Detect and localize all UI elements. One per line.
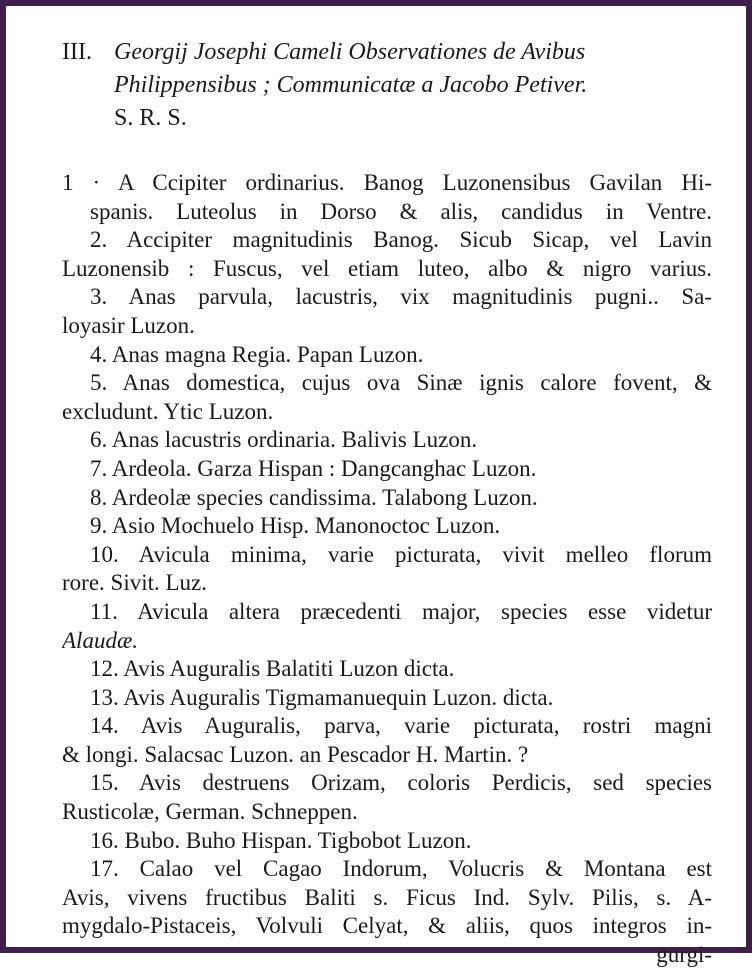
heading-line-3: S. R. S.	[114, 105, 187, 131]
text-line: 11. Avicula altera præcedenti major, species esse videtur	[90, 598, 712, 624]
article-heading	[62, 36, 712, 135]
text-line: 15. Avis destruens Orizam, coloris Perdicis, sed species	[90, 770, 712, 796]
text-line: 6. Anas lacustris ordinaria. Balivis Luzon.	[90, 427, 478, 453]
text-line: 16. Bubo. Buho Hispan. Tigbobot Luzon.	[90, 827, 472, 853]
text-line: 17. Calao vel Cagao Indorum, Volucris & Montana est	[90, 856, 712, 882]
text-line: 5. Anas domestica, cujus ova Sinæ ignis calore fovent, &	[90, 370, 712, 396]
heading-line-1: Georgij Josephi Cameli Observationes de Avibus	[114, 39, 586, 65]
text-line: 10. Avicula minima, varie picturata, vivit melleo florum	[90, 541, 712, 567]
text-line: 4. Anas magna Regia. Papan Luzon.	[90, 341, 424, 367]
article-number: III.	[62, 39, 92, 65]
catchword: gurgi-	[656, 942, 712, 968]
text-line: Alaudæ.	[62, 627, 139, 653]
text-line: 1 · A Ccipiter ordinarius. Banog Luzonensibus Gavilan Hi-	[62, 170, 712, 195]
text-line: Luzonensib : Fuscus, vel etiam luteo, albo & nigro varius.	[62, 255, 712, 281]
text-line: & longi. Salacsac Luzon. an Pescador H. Martin. ?	[62, 741, 529, 767]
document-page	[62, 36, 712, 970]
text-line: Rusticolæ, German. Schneppen.	[62, 799, 358, 825]
text-line: Avis, vivens fructibus Baliti s. Ficus Ind. Sylv. Pilis, s. A-	[62, 884, 712, 910]
text-line: 7. Ardeola. Garza Hispan : Dangcanghac Luzon.	[90, 455, 537, 481]
text-line: 12. Avis Auguralis Balatiti Luzon dicta.	[90, 656, 455, 682]
text-line: 9. Asio Mochuelo Hisp. Manonoctoc Luzon.	[90, 513, 501, 539]
heading-line-2: Philippensibus ; Communicatæ a Jacobo Petiver.	[114, 72, 588, 98]
text-line: loyasir Luzon.	[62, 312, 195, 338]
text-line: 8. Ardeolæ species candissima. Talabong Luzon.	[90, 484, 538, 510]
text-line: 13. Avis Auguralis Tigmamanuequin Luzon. dicta.	[90, 684, 554, 710]
text-line: rore. Sivit. Luz.	[62, 570, 207, 596]
text-line: 3. Anas parvula, lacustris, vix magnitudinis pugni.. Sa-	[90, 284, 712, 310]
entries-body	[62, 169, 712, 970]
text-line: 14. Avis Auguralis, parva, varie picturata, rostri magni	[90, 713, 712, 739]
text-line: 2. Accipiter magnitudinis Banog. Sicub Sicap, vel Lavin	[90, 227, 712, 253]
text-line: excludunt. Ytic Luzon.	[62, 398, 274, 424]
text-line: mygdalo-Pistaceis, Volvuli Celyat, & aliis, quos integros in-	[62, 913, 712, 939]
text-line: spanis. Luteolus in Dorso & alis, candidus in Ventre.	[90, 198, 712, 224]
